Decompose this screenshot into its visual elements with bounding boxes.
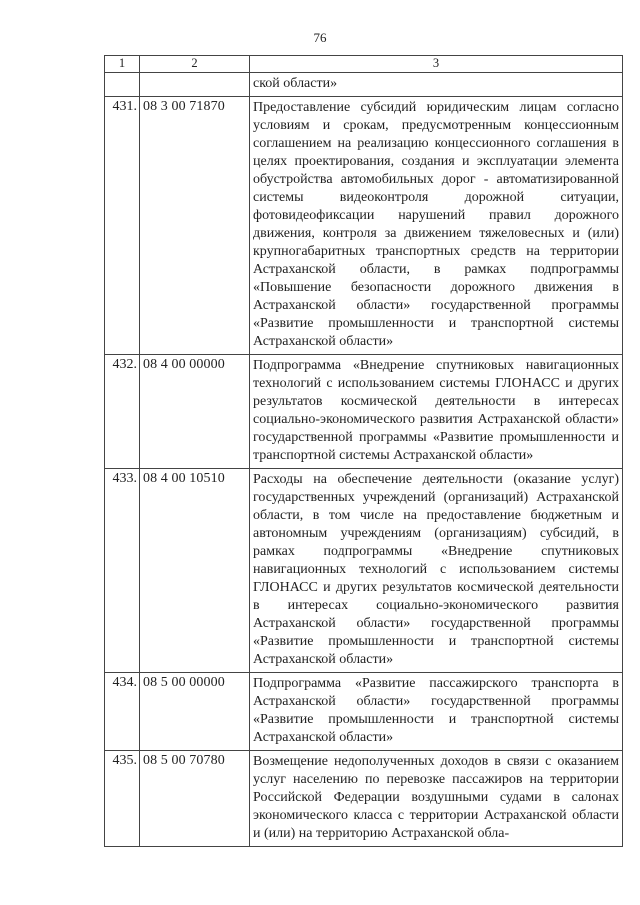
row-description: Возмещение недополученных доходов в связи с оказанием услуг населению по перевозке пассажиров на территории Российской Федерации воздушными судами в салонах экономического класса с территории Астраханской области и (или) на территорию Астраханской обла- <box>250 751 623 847</box>
row-code: 08 4 00 10510 <box>140 469 250 673</box>
table-row <box>105 469 623 673</box>
row-description: Подпрограмма «Внедрение спутниковых навигационных технологий с использованием системы ГЛОНАСС и других результатов космической деятельности в интересах социально-экономического развития Астраханской области» государственной программы «Развитие промышленности и транспортной системы Астраханской области» <box>250 355 623 469</box>
row-code: 08 4 00 00000 <box>140 355 250 469</box>
row-code: 08 5 00 70780 <box>140 751 250 847</box>
row-code: 08 5 00 00000 <box>140 673 250 751</box>
continuation-row <box>105 73 623 97</box>
row-description: Расходы на обеспечение деятельности (оказание услуг) государственных учреждений (организаций) Астраханской области, в том числе на предоставление бюджетным и автономным учреждениям (организациям) субсидий, в рамках подпрограммы «Внедрение спутниковых навигационных технологий с использованием системы ГЛОНАСС и других результатов космической деятельности в интересах социально-экономического развития Астраханской области» государственной программы «Развитие промышленности и транспортной системы Астраханской области» <box>250 469 623 673</box>
row-description: Предоставление субсидий юридическим лицам согласно условиям и срокам, предусмотренным концессионным соглашением на реализацию концессионного соглашения в целях проектирования, создания и эксплуатации элемента обустройства автомобильных дорог - автоматизированной системы видеоконтроля дорожной ситуации, фотовидеофиксации нарушений правил дорожного движения, контроля за движением тяжеловесных и (или) крупногабаритных транспортных средств на территории Астраханской области, в рамках подпрограммы «Повышение безопасности дорожного движения в Астраханской области» государственной программы «Развитие промышленности и транспортной системы Астраханской области» <box>250 97 623 355</box>
row-description: Подпрограмма «Развитие пассажирского транспорта в Астраханской области» государственной программы «Развитие промышленности и транспортной системы Астраханской области» <box>250 673 623 751</box>
page-number: 76 <box>313 30 327 45</box>
classification-table <box>104 55 623 847</box>
row-number: 432. <box>105 355 140 469</box>
header-col-1: 1 <box>105 56 140 73</box>
row-code: 08 3 00 71870 <box>140 97 250 355</box>
table-row <box>105 355 623 469</box>
table-row <box>105 751 623 847</box>
table-header-row <box>105 56 623 73</box>
continuation-text: ской области» <box>250 73 623 97</box>
row-number: 434. <box>105 673 140 751</box>
table-row <box>105 97 623 355</box>
header-col-3: 3 <box>250 56 623 73</box>
row-number: 435. <box>105 751 140 847</box>
header-col-2: 2 <box>140 56 250 73</box>
row-number: 433. <box>105 469 140 673</box>
row-number: 431. <box>105 97 140 355</box>
table-row <box>105 673 623 751</box>
